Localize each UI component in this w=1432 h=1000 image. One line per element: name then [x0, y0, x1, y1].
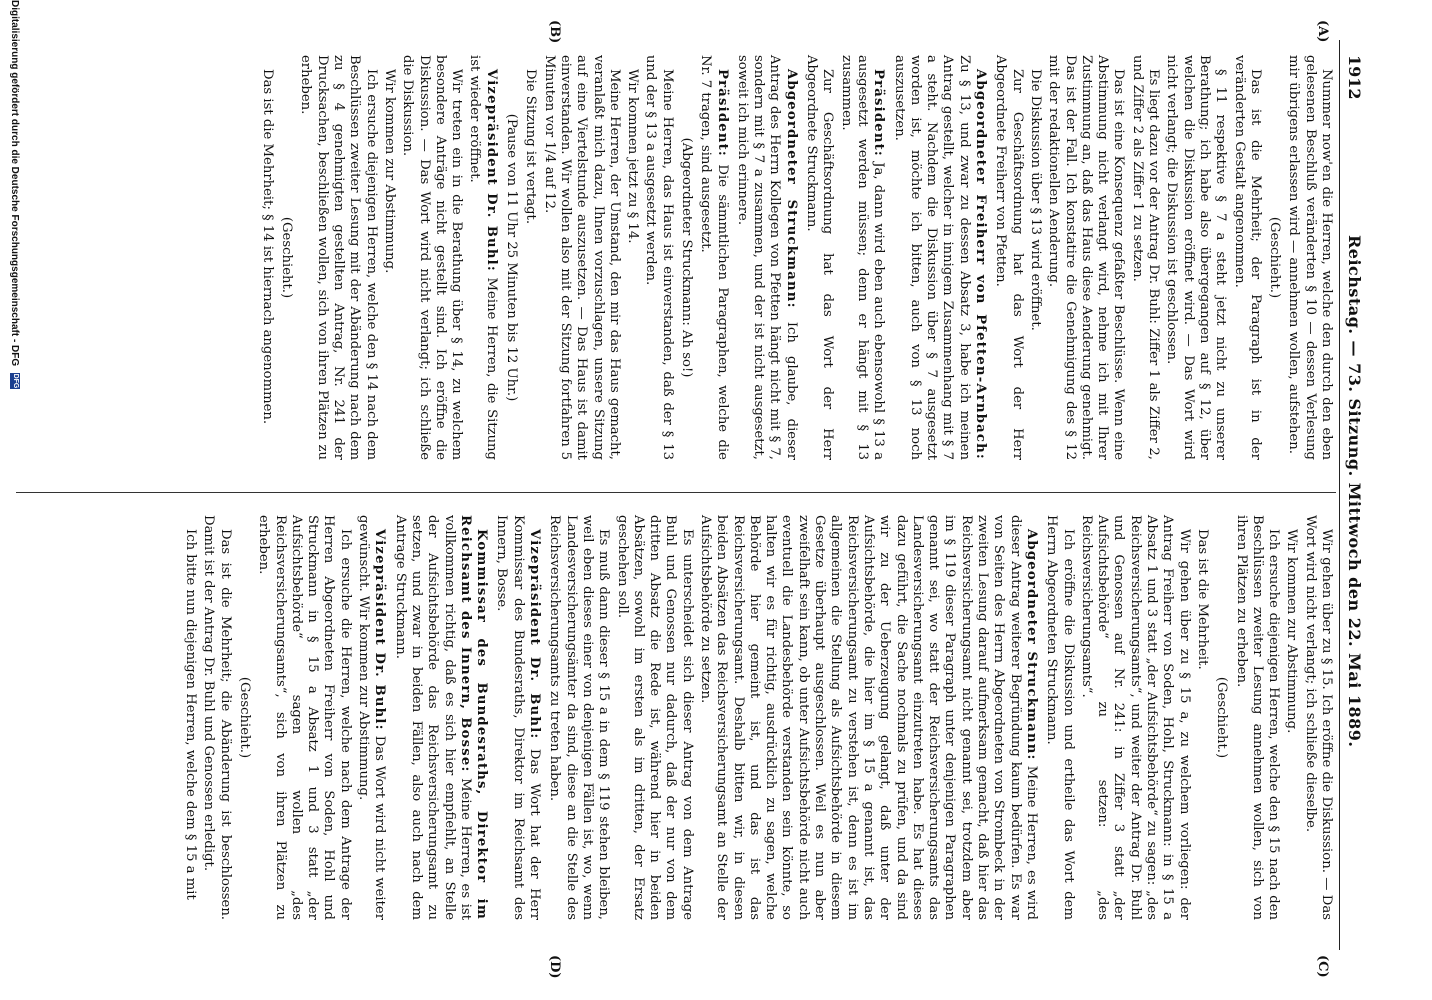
column-divider — [16, 492, 1336, 493]
speaker-name: Präsident: — [714, 69, 730, 158]
speaker-name: Präsident: — [871, 69, 887, 158]
margin-marker-b: (B) — [547, 20, 562, 44]
procedural-note: (Geschieht.) — [237, 676, 252, 759]
speech-text: Meine Herren, es wird dieser Antrag weiterer Begründung kaum bedürfen. Es war von Seiten des Herrn Abgeordneten von Strombeck in der zweiten Lesung darauf aufmerksam gemacht, daß hier das Reichsversicherungsamt nicht genannt sei, trotzdem aber im § 119 dieser Paragraph unter denjenigen Paragraphen genannt sei, wo statt der Reichsversicherungsamts das Landesversicherungsamt einzutreten habe. Es hat dieses dazu geführt, die Sache nochmals zu prüfen, und da sind wir zu der Ueberzeugung gelangt, daß unter der Aufsichtsbehörde, die hier im § 15 a genannt ist, das Reichsversicherungsamt zu verstehen ist, denn es ist im allgemeinen die Stellung als Aufsichtsbehörde in diesem Gesetze überhaupt ausgeschlossen. Weil es nun aber zweifelhaft sein kann, ob unter Aufsichtsbehörde nicht auch eventuell die Landesbehörde verstanden sein könnte, so halten wir es für richtig, ausdrücklich zu sagen, welche Behörde hier gemeint ist, und das ist das Reichsversicherungsamt. Deshalb bitten wir, in diesen beiden Absätzen das Reichsversicherungsamt an Stelle der Aufsichtsbehörde zu setzen. — [698, 515, 1039, 920]
text-paragraph: Das ist eine Konsequenz gefaßter Beschlüsse. Wenn eine Abstimmung nicht verlangt wird, nehme ich mit Ihrer Zustimmung an, daß das Haus diese Aenderung genehmigt. Das ist der Fall. Ich konstatire die Genehmigung des § 12 mit der redaktionellen Aenderung. — [1046, 55, 1127, 460]
speech-paragraph — [734, 55, 799, 460]
procedural-note: (Geschieht.) — [1214, 676, 1230, 759]
speaker-name: Abgeordneter Struckmann: — [1023, 529, 1039, 761]
text-paragraph: Wir treten ein in die Berathung über § 14, zu welchem besondere Anträge nicht gestellt sind. Ich eröffne die Diskussion. — Das Wort wird nicht verlangt; ich schließe die Diskussion. — [400, 55, 465, 460]
text-paragraph: Meine Herren, das Haus ist einverstanden, daß der § 13 und der § 13 a ausgesetzt werden. — [643, 55, 675, 460]
speech-text: Das Wort wird nicht weiter gewünscht. Wir kommen zur Abstimmung. — [356, 515, 388, 920]
text-paragraph: Wir gehen über zu § 15 a, zu welchem vorliegen: der Antrag Freiherr von Soden, Hohl, Struckmann: in § 15 a Absatz 1 und 3 statt „der Aufsichtsbehörde“ zu sagen: „des Reichsversicherungsamts“, und weiter der Antrag Dr. Buhl und Genossen auf Nr. 241: in Ziffer 3 statt „der Aufsichtsbehörde“ zu setzen: „des Reichsversicherungsamts“. — [1078, 515, 1192, 920]
speech-paragraph — [890, 55, 988, 460]
procedural-note: (Geschieht.) — [279, 216, 295, 299]
speaker-name: Vizepräsident Dr. Buhl: — [372, 529, 388, 731]
text-paragraph: Meine Herren, der Umstand, den mir das Haus gemacht, veranlaßt mich dazu, Ihnen vorzuschlagen, unsere Sitzung auf eine Viertelstunde auszusetzen. — Das Haus ist damit einverstanden. Wir wollen also mit der Sitzung fortfahren 5 Minuten vor 1/4 auf 12. — [541, 55, 622, 460]
speech-text: Die sämmtlichen Paragraphen, welche die Nr. 7 tragen, sind ausgesetzt. — [698, 55, 730, 460]
text-paragraph: Wir gehen über zu § 15. Ich eröffne die Diskussion. — Das Wort wird nicht verlangt; ich schließe dieselbe. — [1302, 515, 1334, 920]
speech-text: Zu § 13, und zwar zu dessen Absatz 3, habe ich meinen Antrag gestellt, welcher in innigem Zusammenhang mit § 7 a steht. Nachdem die Diskussion über § 7 ausgesetzt worden ist, möchte ich bitten, auch von § 13 noch auszusetzen. — [891, 55, 972, 460]
text-paragraph: Das ist die Mehrheit; § 14 ist hiernach angenommen. — [259, 69, 275, 425]
text-paragraph: Es muß dann dieser § 15 a in dem § 119 stehen bleiben, weil eben dieses einer von denjenigen Fällen ist, wo, wenn Landesversicherungsämter da sind, diese an die Stelle des Reichsversicherungsamts zu treten haben. — [547, 515, 612, 920]
margin-marker-d: (D) — [547, 955, 562, 979]
right-text-column — [180, 515, 1334, 920]
speech-text: Ja, dann wird eben auch ebensowohl § 13 a ausgesetzt werden müssen; denn er hängt mit § 13 zusammen. — [838, 55, 887, 460]
text-paragraph: § 11 respektive § 7 a steht jetzt nicht zu unserer Berathung; ich habe also übergegangen auf § 12, über welchen die Diskussion eröffnet wird. — Das Wort wird nicht verlangt; die Diskussion ist geschlossen. — [1164, 55, 1229, 460]
speech-paragraph — [466, 55, 499, 460]
text-paragraph: Das ist die Mehrheit. — [1194, 529, 1210, 670]
text-paragraph: Es liegt dazu vor der Antrag Dr. Buhl: Ziffer 1 als Ziffer 2, und Ziffer 2 als Ziffer 1 zu setzen. — [1129, 55, 1162, 460]
speech-paragraph — [391, 515, 489, 920]
left-text-column — [257, 55, 1334, 460]
text-paragraph: Das ist die Mehrheit; die Abänderung ist beschlossen. Damit ist der Antrag Dr. Buhl und Genossen erledigt. — [201, 515, 233, 920]
text-paragraph: Ich ersuche diejenigen Herren, welche den § 14 nach dem Beschlüssen zweiter Lesung mit der Abänderung nach dem zu § 4 genehmigten gestellten Antrag, Nr. 241 der Drucksachen, beschließen wollen, sich von ihren Plätzen zu erheben. — [298, 55, 379, 460]
speaker-name: Vizepräsident Dr. Buhl: — [527, 529, 543, 740]
text-paragraph: Es unterscheidet sich dieser Antrag von dem Antrage Buhl und Genossen nur dadurch, daß der nur von dem dritten Absatz die Rede ist, während hier in beiden Absätzen, sowohl im ersten als im dritten, der Ersatz geschehen soll. — [614, 515, 695, 920]
text-paragraph: Ich eröffne die Diskussion und ertheile das Wort dem Herrn Abgeordneten Struckmann. — [1044, 515, 1076, 920]
speaker-name: Kommissar des Bundesraths, Direktor im Reichsamt des Innern, Bosse: — [457, 515, 490, 920]
running-title: Reichstag. — 73. Sitzung. Mittwoch den 22. Mai 1889. — [1345, 235, 1364, 748]
procedural-note: (Abgeordneter Struckmann: Ah so!) — [679, 137, 695, 378]
speaker-name: Vizepräsident Dr. Buhl: — [483, 69, 499, 272]
text-paragraph: Zur Geschäftsordnung hat das Wort der Herr Abgeordnete Struckmann. — [804, 55, 836, 460]
header-rule — [1339, 40, 1340, 950]
speech-text: Meine Herren, es ist vollkommen richtig, daß es sich hier empfiehlt, an Stelle der Aufsichtsbehörde das Reichsversicherungsamt zu setzen, und zwar in beiden Fällen, also auch nach dem Antrage Struckmann. — [392, 515, 473, 920]
margin-marker-c: (C) — [1315, 955, 1330, 978]
speech-paragraph — [837, 55, 886, 460]
text-paragraph: Wir kommen zur Abstimmung. — [1284, 529, 1300, 734]
speech-text: Meine Herren, die Sitzung ist wieder eröffnet. — [467, 55, 499, 460]
text-paragraph: Die Sitzung ist vertagt. — [523, 69, 539, 225]
speech-paragraph — [697, 515, 1039, 920]
text-paragraph: Ich bitte nun diejenigen Herren, welche dem § 15 a mit — [183, 529, 199, 900]
procedural-note: (Pause von 11 Uhr 25 Minuten bis 12 Uhr.) — [504, 113, 520, 402]
speech-paragraph — [355, 515, 388, 920]
dfg-logo-icon: DFG — [11, 373, 19, 389]
text-paragraph: Ich ersuche diejenigen Herren, welche den § 15 nach den Beschlüssen zweiter Lesung annehmen wollen, sich von ihren Plätzen zu erheben. — [1233, 515, 1282, 920]
text-paragraph: Wir kommen zur Abstimmung. — [381, 69, 397, 274]
page-number: 1912 — [1345, 55, 1364, 100]
text-paragraph: Zur Geschäftsordnung hat das Wort der Herr Abgeordnete Freiherr von Pfetten. — [993, 55, 1025, 460]
speaker-name: Abgeordneter Freiherr von Pfetten-Arnbach: — [973, 69, 989, 460]
text-paragraph: Wir kommen jetzt zu § 14. — [625, 69, 641, 244]
text-paragraph: Ich ersuche die Herren, welche nach dem Antrage der Herren Abgeordneten Freiherr von Soden, Hohl und Struckmann in § 15 a Absatz 1 und 3 statt „der Aufsichtsbehörde“ sagen wollen „des Reichsversicherungsamts“, sich von ihren Plätzen zu erheben. — [256, 515, 353, 920]
footer-credit: Digitalisierung gefördert durch die Deutsche Forschungsgemeinschaft - DFG — [9, 0, 20, 367]
procedural-note: (Geschieht.) — [1267, 216, 1283, 299]
text-paragraph: Das ist die Mehrheit; der Paragraph ist in der veränderten Gestalt angenommen. — [1231, 55, 1263, 460]
page-header — [1340, 55, 1364, 935]
speaker-name: Abgeordneter Struckmann: — [783, 69, 799, 309]
speech-paragraph — [493, 515, 542, 920]
text-paragraph: Die Diskussion über § 13 wird eröffnet. — [1027, 69, 1043, 331]
margin-marker-a: (A) — [1315, 20, 1330, 43]
speech-text: Ich glaube, dieser Antrag des Herrn Kollegen von Pfetten hängt nicht mit § 7, sondern mit § 7 a zusammen, und der ist nicht ausgesetzt, soweit ich mich erinnere. — [734, 55, 799, 460]
text-paragraph: Nummer now'en die Herren, welche den durch den eben gelesenen Beschluß veränderten § 10 — dessen Verlesung mir übrigens erlassen wird — annehmen wollen, aufstehen. — [1286, 55, 1334, 460]
speech-paragraph — [697, 55, 730, 460]
digitization-footer — [9, 0, 20, 1000]
speech-text: Das Wort hat der Herr Kommissar des Bundesraths, Direktor im Reichsamt des Innern, Bosse. — [494, 515, 543, 920]
